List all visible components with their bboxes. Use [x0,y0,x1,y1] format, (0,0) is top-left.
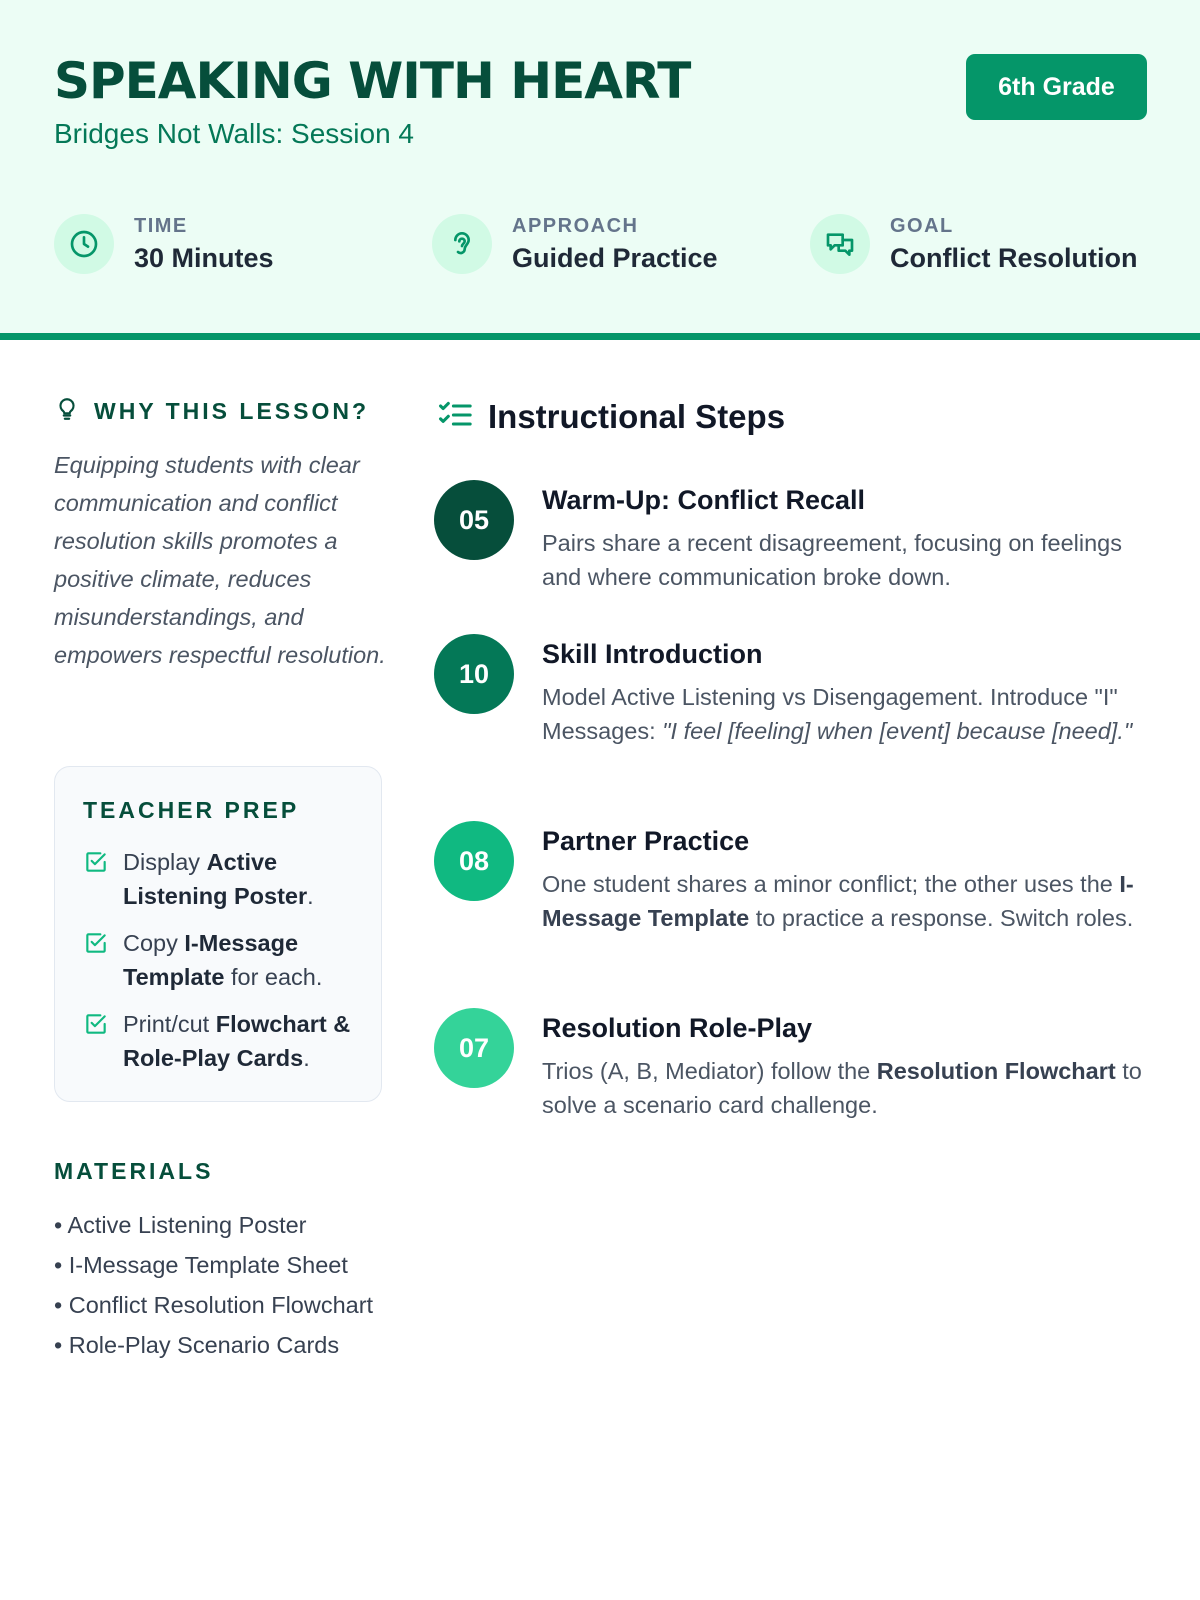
step-minutes-badge: 08 [434,821,514,901]
page-title: SPEAKING WITH HEART [54,52,691,110]
meta-time [54,212,274,276]
meta-time-label: TIME [134,215,188,237]
step-minutes-badge: 10 [434,634,514,714]
step-title: Warm-Up: Conflict Recall [542,485,866,515]
checklist-icon [438,399,474,436]
step-minutes-badge: 07 [434,1008,514,1088]
step-title: Resolution Role-Play [542,1013,813,1043]
prep-item-text: Display Active Listening Poster. [123,849,314,909]
step-minutes-badge: 05 [434,480,514,560]
prep-item [83,845,363,913]
step-description: Trios (A, B, Mediator) follow the Resolution Flowchart to solve a scenario card challenge. [542,1058,1142,1118]
step-description: Pairs share a recent disagreement, focusing on feelings and where communication broke down. [542,530,1122,590]
prep-item [83,926,363,994]
prep-item-text: Copy I-Message Template for each. [123,930,323,990]
prep-item [83,1007,363,1075]
step-description: One student shares a minor conflict; the other uses the I-Message Template to practice a response. Switch roles. [542,871,1134,931]
list-item: • Conflict Resolution Flowchart [54,1292,374,1318]
step-title: Partner Practice [542,826,750,856]
meta-approach-value: Guided Practice [512,243,718,273]
clock-icon [54,214,114,274]
why-lesson-heading [54,396,369,427]
checkbox-icon [83,926,111,994]
meta-approach-label: APPROACH [512,215,639,237]
teacher-prep-title: TEACHER PREP [83,797,300,823]
materials-list [54,1208,394,1368]
checkbox-icon [83,845,111,913]
ear-icon [432,214,492,274]
why-lesson-title: WHY THIS LESSON? [94,398,370,424]
step-title: Skill Introduction [542,639,763,669]
lesson-header [0,0,1200,340]
step-description: Model Active Listening vs Disengagement. Introduce "I" Messages: "I feel [feeling] when [event] because [need]." [542,684,1133,744]
meta-time-value: 30 Minutes [134,243,274,273]
meta-approach [432,212,718,276]
instructional-steps-title: Instructional Steps [488,398,786,435]
prep-item-text: Print/cut Flowchart & Role-Play Cards. [123,1011,351,1071]
meta-goal-label: GOAL [890,215,954,237]
list-item: • Role-Play Scenario Cards [54,1332,340,1358]
teacher-prep-card [54,766,382,1102]
grade-badge: 6th Grade [966,54,1147,120]
materials-title: MATERIALS [54,1158,214,1184]
chat-bubbles-icon [810,214,870,274]
lightbulb-icon [54,396,80,427]
why-lesson-text: Equipping students with clear communication and conflict resolution skills promotes a positive climate, reduces misunderstandings, and empowers respectful resolution. [54,452,386,668]
meta-goal-value: Conflict Resolution [890,243,1138,273]
checkbox-icon [83,1007,111,1075]
list-item: • I-Message Template Sheet [54,1252,348,1278]
list-item: • Active Listening Poster [54,1212,307,1238]
instructional-steps-heading [438,398,785,436]
meta-goal [810,212,1137,276]
page-subtitle: Bridges Not Walls: Session 4 [54,118,414,149]
